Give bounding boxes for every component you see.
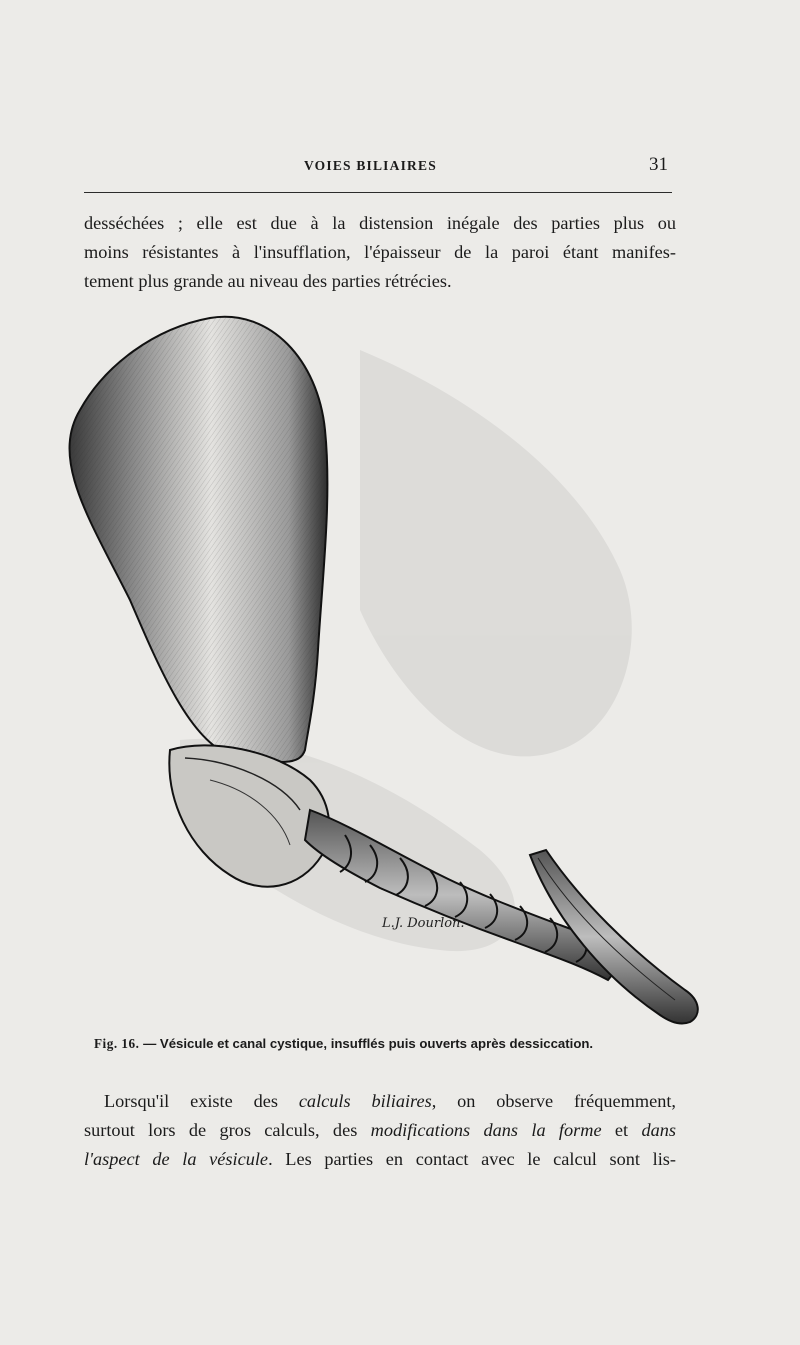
text-line: l'aspect de la vésicule. Les parties en contact avec le calcul sont lis- xyxy=(84,1149,676,1169)
figure-caption-text: — Vésicule et canal cystique, insufflés puis ouverts après dessiccation. xyxy=(143,1036,594,1051)
text-line: moins résistantes à l'insufflation, l'épaisseur de la paroi étant manifes- xyxy=(84,242,676,262)
gallbladder-illustration xyxy=(60,310,710,1030)
text-line: desséchées ; elle est due à la distension inégale des parties plus ou xyxy=(84,213,676,233)
page-number: 31 xyxy=(649,154,668,175)
running-title: VOIES BILIAIRES xyxy=(304,158,437,173)
text-line: Lorsqu'il existe des calculs biliaires, on observe fréquemment, xyxy=(104,1091,676,1111)
text-line: tement plus grande au niveau des parties rétrécies. xyxy=(84,271,452,291)
page-header xyxy=(84,154,672,182)
figure-label: Fig. 16. xyxy=(94,1036,140,1051)
paragraph-top xyxy=(84,209,676,296)
engraver-signature: L.J. Dourlon. xyxy=(382,916,465,931)
figure-caption xyxy=(94,1036,674,1052)
header-rule xyxy=(84,192,672,193)
text-line: surtout lors de gros calculs, des modifications dans la forme et dans xyxy=(84,1120,676,1140)
paragraph-bottom xyxy=(84,1087,676,1174)
